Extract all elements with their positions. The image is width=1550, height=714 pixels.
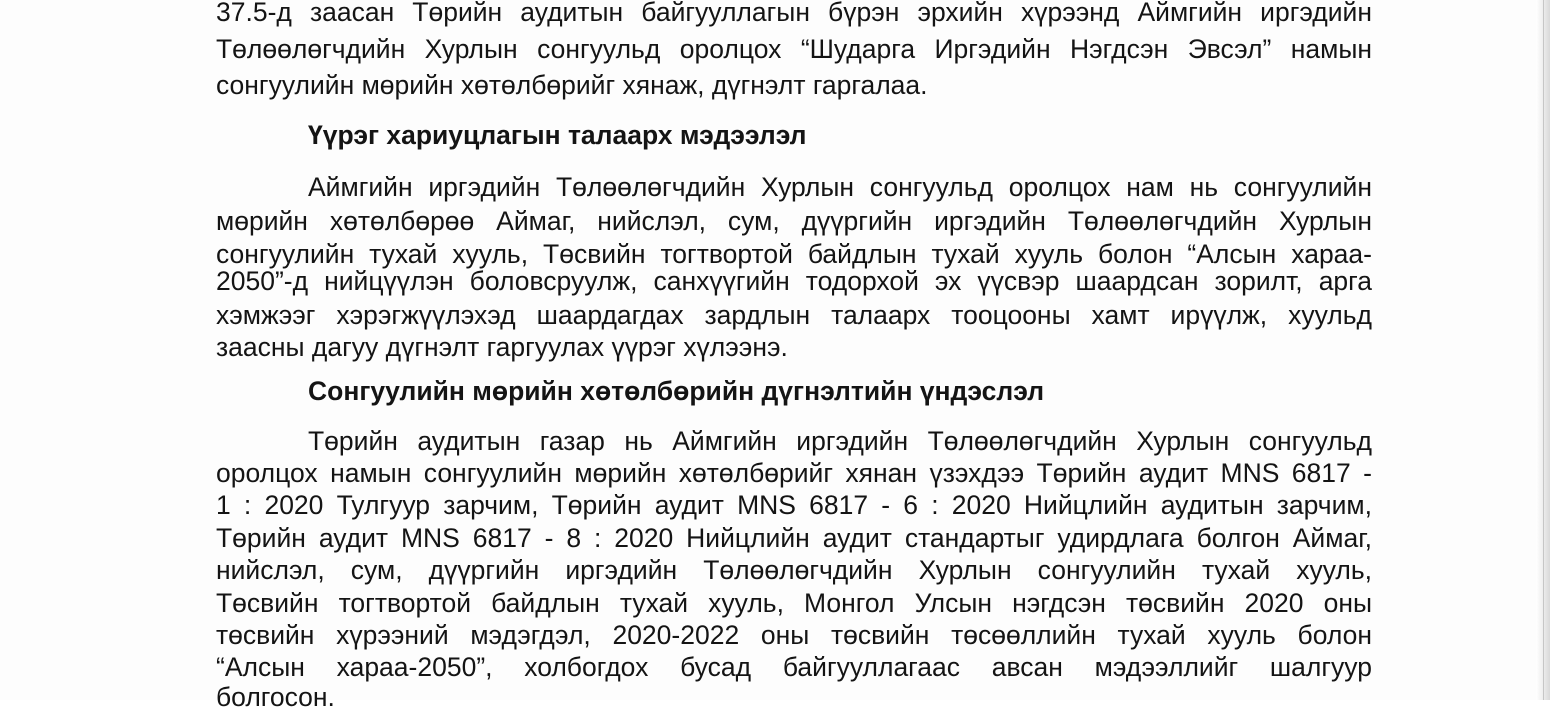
section1-line-6: заасны дагуу дүгнэлт гаргуулах үүрэг хүлээнэ.: [216, 332, 788, 362]
page-edge-line: [1543, 0, 1544, 700]
section2-line-2: оролцох намын сонгуулийн мөрийн хөтөлбөрийг хянан үзэхдээ Төрийн аудит MNS 6817 -: [216, 458, 1372, 488]
section1-line-3: сонгуулийн тухай хууль, Төсвийн тогтвортой байдлын тухай хууль болон “Алсын хараа-: [216, 239, 1372, 269]
section2-line-1: Төрийн аудитын газар нь Аймгийн иргэдийн Төлөөлөгчдийн Хурлын сонгуульд: [308, 426, 1372, 456]
intro-line-1: 37.5-д заасан Төрийн аудитын байгууллагын бүрэн эрхийн хүрээнд Аймгийн иргэдийн: [216, 0, 1372, 27]
section2-line-3: 1 : 2020 Тулгуур зарчим, Төрийн аудит MNS 6817 - 6 : 2020 Нийцлийн аудитын зарчим,: [216, 490, 1372, 520]
section2-line-7: төсвийн хүрээний мэдэгдэл, 2020-2022 оны төсвийн төсөөллийн тухай хууль болон: [216, 620, 1372, 650]
section1-line-2: мөрийн хөтөлбөрөө Аймаг, нийслэл, сум, дүүргийн иргэдийн Төлөөлөгчдийн Хурлын: [216, 206, 1372, 236]
section2-line-9: болгосон.: [216, 682, 335, 712]
section1-line-4: 2050”-д нийцүүлэн боловсруулж, санхүүгийн тодорхой эх үүсвэр шаардсан зорилт, арга: [216, 266, 1372, 296]
section2-line-5: нийслэл, сум, дүүргийн иргэдийн Төлөөлөгчдийн Хурлын сонгуулийн тухай хууль,: [216, 555, 1372, 585]
section1-line-5: хэмжээг хэрэгжүүлэхэд шаардагдах зардлын талаарх тооцооны хамт ирүүлж, хуульд: [216, 300, 1372, 330]
intro-line-3: сонгуулийн мөрийн хөтөлбөрийг хянаж, дүгнэлт гаргалаа.: [216, 70, 928, 100]
section-heading-basis: Сонгуулийн мөрийн хөтөлбөрийн дүгнэлтийн үндэслэл: [308, 376, 1045, 406]
section2-line-4: Төрийн аудит MNS 6817 - 8 : 2020 Нийцлийн аудит стандартыг удирдлага болгон Аймаг,: [216, 523, 1372, 553]
section-heading-responsibility: Үүрэг хариуцлагын талаарх мэдээлэл: [308, 120, 807, 150]
section2-line-6: Төсвийн тогтвортой байдлын тухай хууль, Монгол Улсын нэгдсэн төсвийн 2020 оны: [216, 588, 1372, 618]
section1-line-1: Аймгийн иргэдийн Төлөөлөгчдийн Хурлын сонгуульд оролцох нам нь сонгуулийн: [308, 172, 1372, 202]
section2-line-8: “Алсын хараа-2050”, холбогдох бусад байгууллагаас авсан мэдээллийг шалгуур: [216, 652, 1372, 682]
intro-line-2: Төлөөлөгчдийн Хурлын сонгуульд оролцох “Шударга Иргэдийн Нэгдсэн Эвсэл” намын: [216, 34, 1372, 64]
